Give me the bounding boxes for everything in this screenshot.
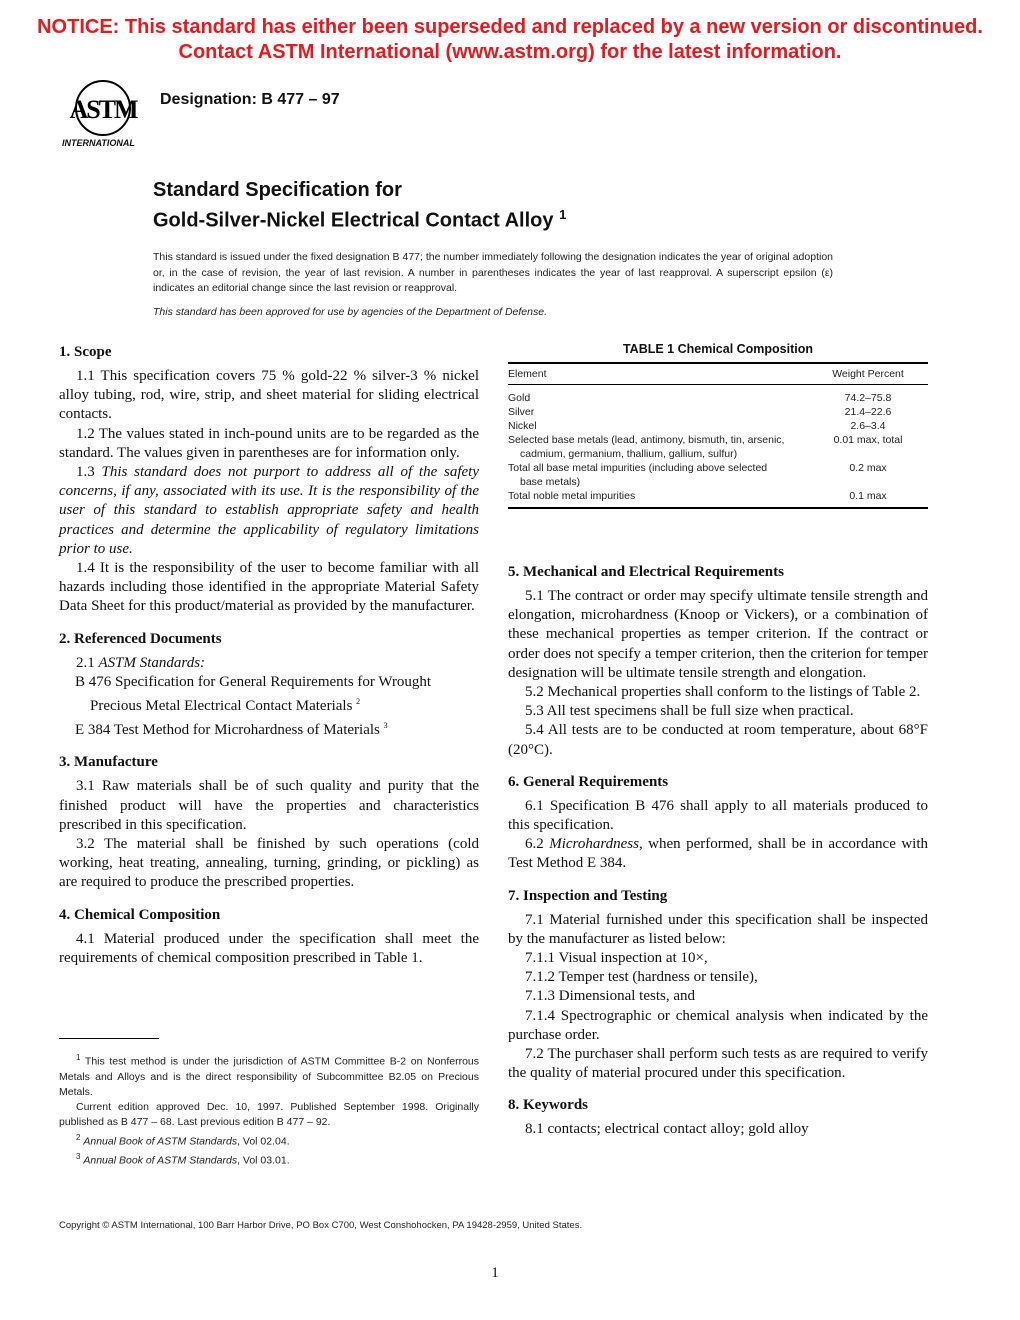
intro-paragraph: This standard is issued under the fixed designation B 477; the number immediately following the designation indicates the year of original adoption or, in the case of revision, the year of last revision. A number in parentheses indicates the year of last reapproval. A superscript epsilon (ε) indicates an editorial change since the last revision or reapproval. [153, 251, 833, 294]
logo-caption: INTERNATIONAL [62, 138, 135, 148]
para-6-1: 6.1 Specification B 476 shall apply to all materials produced to this specification. [508, 797, 928, 834]
section-6-heading: 6. General Requirements [508, 773, 669, 790]
title-line-2 [153, 202, 566, 234]
table-header-element: Element [508, 368, 547, 380]
notice-line-2: Contact ASTM International (www.astm.org) for the latest information. [178, 41, 842, 63]
para-1-3: 1.3 This standard does not purport to address all of the safety concerns, if any, associated with its use. It is the responsibility of the user of this standard to establish appropriate safety and health practices and determine the applicability of regulatory limitations prior to use. [59, 464, 480, 557]
table-cell-weight: 0.1 max [849, 490, 887, 502]
para-1-2: 1.2 The values stated in inch-pound units are to be regarded as the standard. The values given in parentheses are for information only. [59, 425, 479, 461]
table-cell-weight: 74.2–75.8 [844, 392, 892, 404]
section-8-heading: 8. Keywords [508, 1097, 588, 1114]
notice-line-1: NOTICE: This standard has either been superseded and replaced by a new version or discontinued. [37, 16, 983, 38]
table-cell-element: Selected base metals (lead, antimony, bismuth, tin, arsenic, cadmium, germanium, thallium, gallium, sulfur) [508, 434, 785, 460]
para-3-1: 3.1 Raw materials shall be of such quality and purity that the finished product will have the properties and characteristics prescribed in this specification. [59, 778, 479, 833]
para-1-1: 1.1 This specification covers 75 % gold-22 % silver-3 % nickel alloy tubing, rod, wire, strip, and sheet material for sliding electrical contacts. [59, 368, 479, 423]
astm-logo [60, 78, 146, 154]
title-line-1: Standard Specification for [153, 179, 402, 201]
footnote-3: $^3$ Annual Book of ASTM Standards, Vol 03.01. [76, 1152, 290, 1167]
para-8-1: 8.1 contacts; electrical contact alloy; gold alloy [525, 1121, 809, 1138]
footnote-rule [59, 1038, 159, 1039]
para-5-2: 5.2 Mechanical properties shall conform to the listings of Table 2. [525, 684, 921, 701]
para-7-1: 7.1 Material furnished under this specification shall be inspected by the manufacturer as listed below: [508, 911, 928, 947]
ref-b476: B 476 Specification for General Requirements for Wrought Precious Metal Electrical Contact Materials $^2$ [75, 673, 432, 715]
table-row [508, 391, 928, 405]
table-row [508, 419, 928, 433]
table-cell-element: Total all base metal impurities (including above selected base metals) [508, 462, 768, 488]
section-5-heading: 5. Mechanical and Electrical Requirements [508, 564, 784, 580]
right-column [508, 563, 928, 1140]
para-4-1: 4.1 Material produced under the specification shall meet the requirements of chemical composition prescribed in Table 1. [59, 930, 479, 966]
table-header-row [508, 364, 928, 385]
table-1-grid [508, 364, 928, 507]
table-cell-weight: 21.4–22.6 [844, 406, 892, 418]
table-row [508, 433, 928, 461]
section-4-heading: 4. Chemical Composition [59, 906, 221, 923]
para-2-1: 2.1 ASTM Standards: [76, 654, 206, 671]
table-row [508, 461, 928, 489]
table-1 [508, 362, 928, 509]
page-number: 1 [491, 1265, 499, 1281]
table-row [508, 405, 928, 419]
title-footnote-ref: 1 [559, 207, 567, 222]
footnote-1b: Current edition approved Dec. 10, 1997. Published September 1998. Originally published as B 477 – 68. Last previous edition B 477 – 92. [59, 1100, 479, 1128]
para-7-2: 7.2 The purchaser shall perform such tests as are required to verify the quality of material procured under this specification. [508, 1046, 928, 1082]
para-7-1-3: 7.1.3 Dimensional tests, and [525, 988, 695, 1005]
para-7-1-2: 7.1.2 Temper test (hardness or tensile), [525, 969, 758, 986]
left-column [59, 343, 479, 968]
table-row [508, 489, 928, 507]
para-1-4: 1.4 It is the responsibility of the user to become familiar with all hazards including those identified in the appropriate Material Safety Data Sheet for this product/material as provided by the manufacturer. [59, 560, 479, 615]
para-3-2: 3.2 The material shall be finished by such operations (cold working, heat treating, annealing, turning, grinding, or pickling) as are required to produce the prescribed properties. [59, 836, 479, 891]
footnote-1: $^1$ This test method is under the jurisdiction of ASTM Committee B-2 on Nonferrous Metals and Alloys and is the direct responsibility of Subcommittee B2.05 on Precious Metals. [59, 1053, 479, 1098]
section-1-heading: 1. Scope [59, 344, 112, 360]
dod-approval: This standard has been approved for use by agencies of the Department of Defense. [153, 306, 547, 318]
para-7-1-1: 7.1.1 Visual inspection at 10×, [525, 950, 708, 967]
para-5-1: 5.1 The contract or order may specify ultimate tensile strength and elongation, microhardness (Knoop or Vickers), or a combination of these mechanical properties as temper criterion. If the contract or order does not specify a temper criterion, then the criterion for temper designation will be ultimate tensile strength and elongation. [508, 588, 928, 681]
title-text: Gold-Silver-Nickel Electrical Contact Alloy [153, 209, 554, 232]
table-cell-element: Gold [508, 392, 531, 404]
section-3-heading: 3. Manufacture [59, 754, 158, 771]
section-7-heading: 7. Inspection and Testing [508, 887, 668, 904]
table-cell-element: Nickel [508, 420, 537, 432]
table-cell-weight: 0.01 max, total [833, 434, 903, 446]
section-2-heading: 2. Referenced Documents [59, 630, 222, 647]
para-5-3: 5.3 All test specimens shall be full size when practical. [525, 703, 854, 720]
para-5-4: 5.4 All tests are to be conducted at room temperature, about 68°F (20°C). [508, 722, 928, 758]
copyright: Copyright © ASTM International, 100 Barr Harbor Drive, PO Box C700, West Conshohocken, PA 19428-2959, United States. [59, 1220, 583, 1231]
ref-e384: E 384 Test Method for Microhardness of Materials $^3$ [75, 721, 388, 739]
svg-text:ASTM: ASTM [69, 95, 137, 124]
table-1-caption: TABLE 1 Chemical Composition [622, 342, 814, 356]
table-cell-element: Silver [508, 406, 535, 418]
table-cell-weight: 0.2 max [849, 462, 887, 474]
para-7-1-4: 7.1.4 Spectrographic or chemical analysis when indicated by the purchase order. [508, 1007, 928, 1043]
table-cell-weight: 2.6–3.4 [850, 420, 886, 432]
footnotes [59, 1050, 479, 1169]
designation: Designation: B 477 – 97 [160, 91, 340, 108]
footnote-2: $^2$ Annual Book of ASTM Standards, Vol 02.04. [76, 1132, 290, 1147]
table-header-weight: Weight Percent [832, 368, 904, 380]
table-cell-element: Total noble metal impurities [508, 490, 636, 502]
para-6-2: 6.2 Microhardness, when performed, shall be in accordance with Test Method E 384. [508, 836, 928, 872]
